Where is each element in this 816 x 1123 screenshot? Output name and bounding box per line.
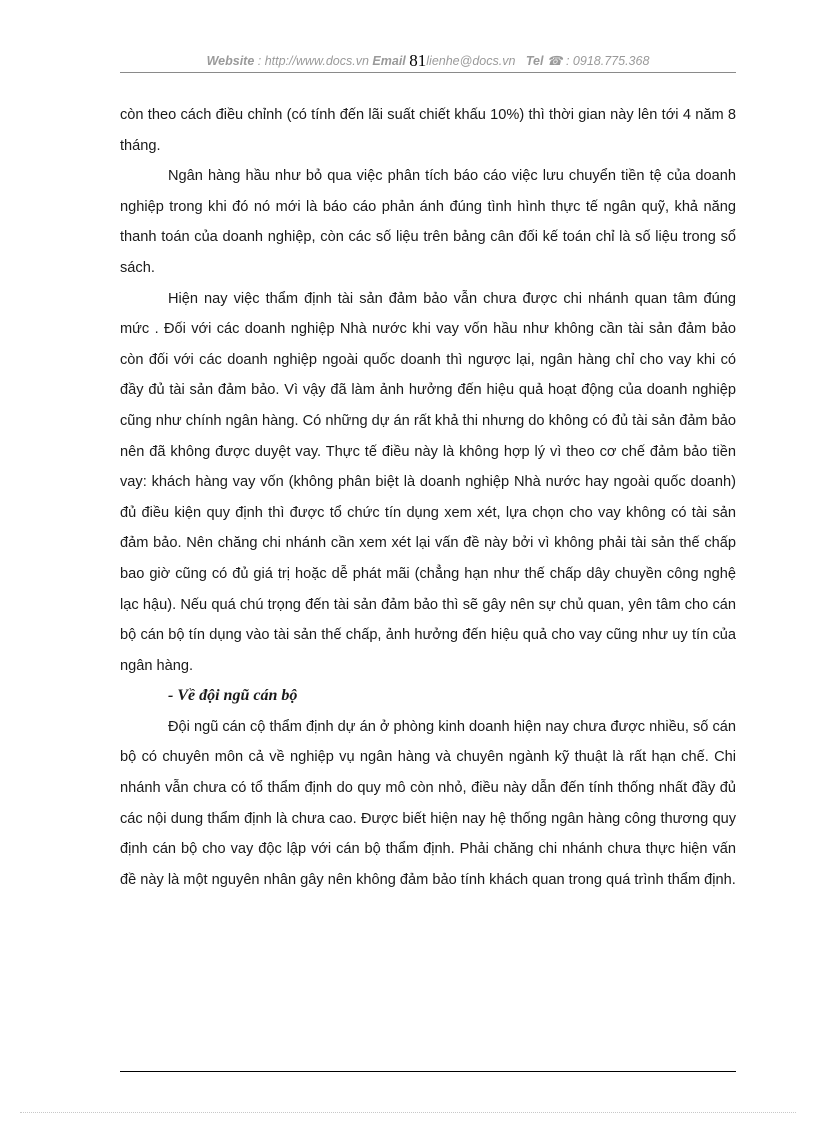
email-address: lienhe@docs.vn (426, 54, 516, 68)
footer-rule (120, 1071, 736, 1072)
phone-icon: ☎ (546, 54, 563, 68)
page-number: 81 (409, 51, 427, 70)
paragraph-3: Hiện nay việc thẩm định tài sản đảm bảo vẫn chưa được chi nhánh quan tâm đúng mức . Đối với các doanh nghiệp Nhà nước khi vay vốn hầu như không cần tài sản đảm bảo còn đối với các doanh nghiệp ngoài quốc doanh thì ngược lại, ngân hàng chỉ cho vay khi có đầy đủ tài sản đảm bảo. Vì vậy đã làm ảnh hưởng đến hiệu quả hoạt động của doanh nghiệp cũng như chính ngân hàng. Có những dự án rất khả thi nhưng do không có đủ tài sản đảm bảo nên đã không được duyệt vay. Thực tế điều này là không hợp lý vì theo cơ chế đảm bảo tiền vay: khách hàng vay vốn (không phân biệt là doanh nghiệp Nhà nước hay ngoài quốc doanh) đủ điều kiện quy định thì được tổ chức tín dụng xem xét, lựa chọn cho vay không có tài sản đảm bảo. Nên chăng chi nhánh cần xem xét lại vấn đề này bởi vì không phải tài sản thế chấp bao giờ cũng có đủ giá trị hoặc dễ phát mãi (chẳng hạn như thế chấp dây chuyền công nghệ lạc hậu). Nếu quá chú trọng đến tài sản đảm bảo thì sẽ gây nên sự chủ quan, yên tâm cho cán bộ cán bộ tín dụng vào tài sản thế chấp, ảnh hưởng đến hiệu quả cho vay cũng như uy tín của ngân hàng. (120, 290, 736, 674)
website-label: Website (206, 54, 255, 68)
email-label: Email (372, 54, 406, 68)
paragraph-2: Ngân hàng hầu như bỏ qua việc phân tích báo cáo việc lưu chuyển tiền tệ của doanh nghiệp trong khi đó nó mới là báo cáo phản ánh đúng tình hình thực tế ngân quỹ, khả năng thanh toán của doanh nghiệp, còn các số liệu trên bảng cân đối kế toán chỉ là số liệu trong sổ sách. (120, 168, 736, 276)
tel-label: Tel (525, 54, 544, 68)
document-body (120, 100, 736, 895)
section-heading: - Về đội ngũ cán bộ (168, 687, 298, 705)
paragraph-1: còn theo cách điều chỉnh (có tính đến lãi suất chiết khấu 10%) thì thời gian này lên tới 4 năm 8 tháng. (120, 107, 736, 154)
tel-number: : 0918.775.368 (565, 54, 650, 68)
paragraph-4: Đội ngũ cán cộ thẩm định dự án ở phòng kinh doanh hiện nay chưa được nhiều, số cán bộ có chuyên môn cả về nghiệp vụ ngân hàng và chuyên ngành kỹ thuật là rất hạn chế. Chi nhánh vẫn chưa có tổ thẩm định do quy mô còn nhỏ, điều này dẫn đến tính thống nhất đầy đủ các nội dung thẩm định là chưa cao. Được biết hiện nay hệ thống ngân hàng công thương quy định cán bộ cho vay độc lập với cán bộ thẩm định. Phải chăng chi nhánh chưa thực hiện vấn đề này là một nguyên nhân gây nên không đảm bảo tính khách quan trong quá trình thẩm định. (120, 718, 736, 888)
header-rule (120, 72, 736, 73)
page-header (120, 50, 736, 70)
page-edge-dotted-line (20, 1112, 796, 1113)
website-url: : http://www.docs.vn (257, 54, 369, 68)
